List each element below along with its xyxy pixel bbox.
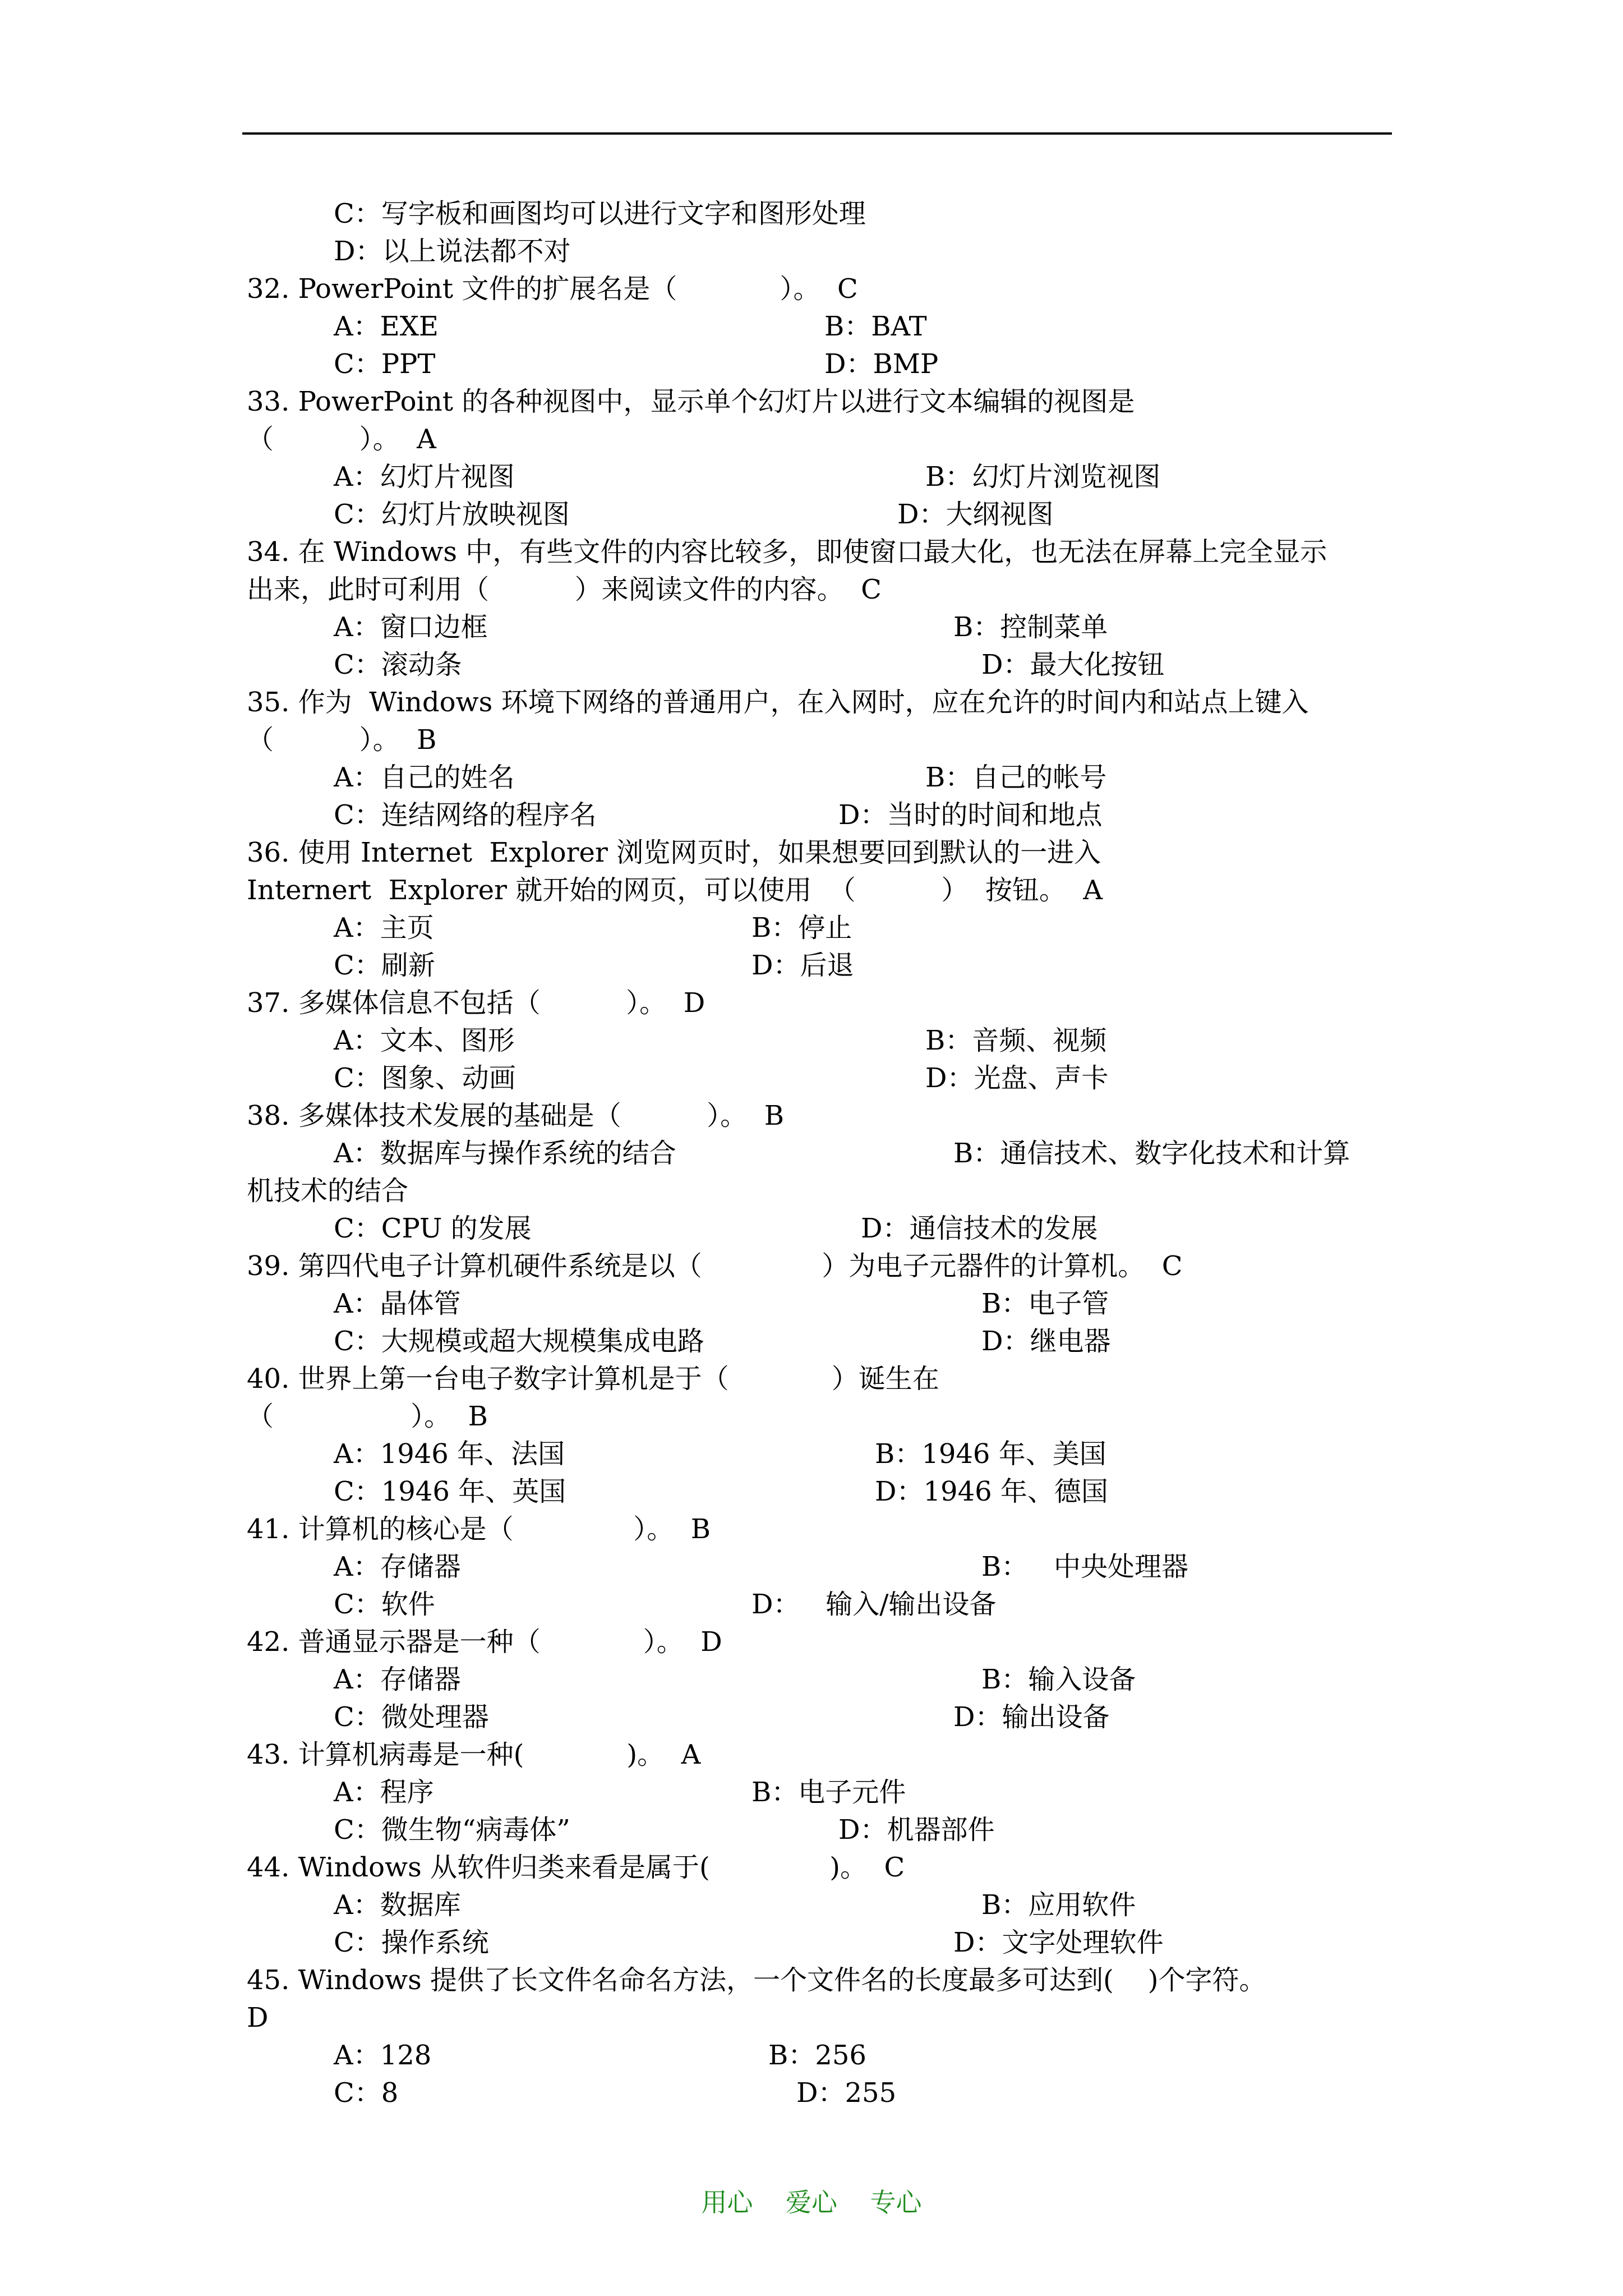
question-line (247, 1849, 1396, 1887)
option-text: A：数据库与操作系统的结合 (334, 1138, 676, 1169)
question-line (247, 1097, 1396, 1135)
option-text: B：电子元件 (751, 1777, 906, 1808)
question-line (247, 1962, 1396, 1999)
question-text: 35. 作为 Windows 环境下网络的普通用户，在入网时，应在允许的时间内和站点上键入 (247, 687, 1309, 718)
question-text: 42. 普通显示器是一种（ ）。 D (247, 1626, 722, 1658)
option-text: D：机器部件 (838, 1814, 995, 1846)
option-text: B：音频、视频 (925, 1025, 1107, 1056)
option-text: A：1946 年、法国 (334, 1438, 565, 1470)
option-text: A：幻灯片视图 (334, 461, 515, 493)
question-text: 45. Windows 提供了长文件名命名方法，一个文件名的长度最多可达到( )个字符。 (247, 1964, 1266, 1996)
question-line (247, 872, 1396, 909)
option-line (247, 759, 1396, 797)
question-text: （ ）。 B (247, 724, 437, 756)
question-text: Internert Explorer 就开始的网页，可以使用 （ ） 按钮。 A (247, 875, 1103, 906)
option-text: C：1946 年、英国 (334, 1476, 566, 1507)
option-text: D：输出设备 (953, 1701, 1110, 1733)
option-line (247, 308, 1396, 346)
question-text: 34. 在 Windows 中，有些文件的内容比较多，即使窗口最大化，也无法在屏幕上完全显示 (247, 536, 1327, 568)
option-text: C：微处理器 (334, 1701, 489, 1733)
option-line (247, 1586, 1396, 1623)
option-text: C：操作系统 (334, 1927, 489, 1958)
option-text: D：255 (796, 2077, 897, 2109)
option-text: B：停止 (751, 912, 852, 944)
option-text: B：1946 年、美国 (875, 1438, 1106, 1470)
option-line (247, 496, 1396, 533)
option-text: B：幻灯片浏览视图 (925, 461, 1161, 493)
option-text: A：窗口边框 (334, 611, 488, 643)
option-text: B：自己的帐号 (925, 762, 1107, 793)
option-text: B：256 (768, 2040, 866, 2071)
question-text: 38. 多媒体技术发展的基础是（ ）。 B (247, 1100, 784, 1131)
option-line (247, 947, 1396, 984)
option-line (247, 1548, 1396, 1586)
option-text: D：BMP (824, 348, 939, 380)
question-line (247, 383, 1396, 421)
option-text: B：控制菜单 (953, 611, 1108, 643)
option-text: B：应用软件 (981, 1889, 1136, 1921)
option-text: A：晶体管 (334, 1288, 461, 1319)
question-line (247, 1736, 1396, 1774)
option-text: B：电子管 (981, 1288, 1109, 1319)
header-rule (242, 132, 1392, 135)
option-line (247, 195, 1396, 233)
question-text: 37. 多媒体信息不包括（ ）。 D (247, 987, 706, 1019)
question-line (247, 1248, 1396, 1285)
option-line (247, 2074, 1396, 2112)
option-line (247, 2037, 1396, 2074)
option-line (247, 458, 1396, 496)
question-text: D (247, 2002, 269, 2033)
option-line (247, 909, 1396, 947)
option-text: A：128 (334, 2040, 432, 2071)
option-text: A：文本、图形 (334, 1025, 515, 1056)
option-text: A：存储器 (334, 1664, 461, 1695)
question-text: 41. 计算机的核心是（ ）。 B (247, 1513, 711, 1545)
option-line (247, 1473, 1396, 1511)
option-text: B： 中央处理器 (981, 1551, 1189, 1582)
option-line (247, 233, 1396, 270)
question-text: （ ）。 B (247, 1401, 488, 1432)
option-text: C：大规模或超大规模集成电路 (334, 1326, 704, 1357)
option-text: C：8 (334, 2077, 399, 2109)
question-line (247, 721, 1396, 759)
question-line (247, 270, 1396, 308)
option-text: D：后退 (751, 950, 854, 981)
question-text: 出来，此时可利用（ ）来阅读文件的内容。 C (247, 574, 882, 605)
question-line (247, 421, 1396, 458)
option-text: C：软件 (334, 1589, 435, 1620)
option-line (247, 1285, 1396, 1323)
option-line (247, 1699, 1396, 1736)
question-text: 39. 第四代电子计算机硬件系统是以（ ）为电子元器件的计算机。 C (247, 1250, 1183, 1282)
option-line (247, 1661, 1396, 1699)
question-text: 机技术的结合 (247, 1175, 409, 1207)
option-text: C：微生物“病毒体” (334, 1814, 570, 1846)
option-text: D：以上说法都不对 (334, 236, 571, 267)
option-text: A：主页 (334, 912, 434, 944)
page-footer: 用心 爱心 专心 (701, 2187, 922, 2217)
question-line (247, 684, 1396, 721)
option-line (247, 1210, 1396, 1248)
option-text: B：输入设备 (981, 1664, 1136, 1695)
question-text: 44. Windows 从软件归类来看是属于( )。 C (247, 1852, 905, 1883)
option-text: D：通信技术的发展 (861, 1213, 1098, 1244)
option-text: C：CPU 的发展 (334, 1213, 532, 1244)
option-text: D：文字处理软件 (953, 1927, 1164, 1958)
option-text: C：PPT (334, 348, 436, 380)
option-text: C：连结网络的程序名 (334, 799, 597, 831)
option-text: A：自己的姓名 (334, 762, 515, 793)
question-text: 43. 计算机病毒是一种( )。 A (247, 1739, 701, 1770)
option-line (247, 346, 1396, 383)
question-line (247, 1398, 1396, 1435)
option-text: C：图象、动画 (334, 1062, 516, 1094)
option-line (247, 1022, 1396, 1060)
question-line (247, 1999, 1396, 2037)
option-text: D：继电器 (981, 1326, 1111, 1357)
question-text: 32. PowerPoint 文件的扩展名是（ ）。 C (247, 273, 858, 305)
option-line (247, 1135, 1396, 1172)
option-line (247, 646, 1396, 684)
question-text: 36. 使用 Internet Explorer 浏览网页时，如果想要回到默认的一进入 (247, 837, 1101, 868)
option-text: A：存储器 (334, 1551, 461, 1582)
question-text: 33. PowerPoint 的各种视图中，显示单个幻灯片以进行文本编辑的视图是 (247, 386, 1135, 417)
option-text: C：写字板和画图均可以进行文字和图形处理 (334, 198, 866, 229)
question-line (247, 533, 1396, 571)
option-text: C：刷新 (334, 950, 435, 981)
question-text: （ ）。 A (247, 424, 436, 455)
option-line (247, 1811, 1396, 1849)
option-line (247, 609, 1396, 646)
option-text: A：数据库 (334, 1889, 461, 1921)
option-text: D：最大化按钮 (981, 649, 1165, 680)
question-line (247, 1360, 1396, 1398)
question-line (247, 571, 1396, 609)
option-text: D：光盘、声卡 (925, 1062, 1109, 1094)
option-text: C：幻灯片放映视图 (334, 499, 570, 530)
option-line (247, 1323, 1396, 1360)
question-text: 40. 世界上第一台电子数字计算机是于（ ）诞生在 (247, 1363, 939, 1395)
option-line (247, 1060, 1396, 1097)
question-line (247, 1623, 1396, 1661)
question-line (247, 984, 1396, 1022)
question-line (247, 1511, 1396, 1548)
option-line (247, 797, 1396, 834)
option-text: D： 输入/输出设备 (751, 1589, 997, 1620)
option-text: B：BAT (824, 311, 927, 342)
option-text: D：大纲视图 (897, 499, 1054, 530)
option-line (247, 1774, 1396, 1811)
option-text: B：通信技术、数字化技术和计算 (953, 1138, 1350, 1169)
option-line (247, 1924, 1396, 1962)
option-text: D：当时的时间和地点 (838, 799, 1103, 831)
option-line (247, 1435, 1396, 1473)
option-text: C：滚动条 (334, 649, 462, 680)
question-line (247, 834, 1396, 872)
option-text: A：EXE (334, 311, 439, 342)
option-text: A：程序 (334, 1777, 434, 1808)
question-list (247, 195, 1396, 2112)
option-text: D：1946 年、德国 (875, 1476, 1108, 1507)
option-line (247, 1887, 1396, 1924)
question-line (247, 1172, 1396, 1210)
